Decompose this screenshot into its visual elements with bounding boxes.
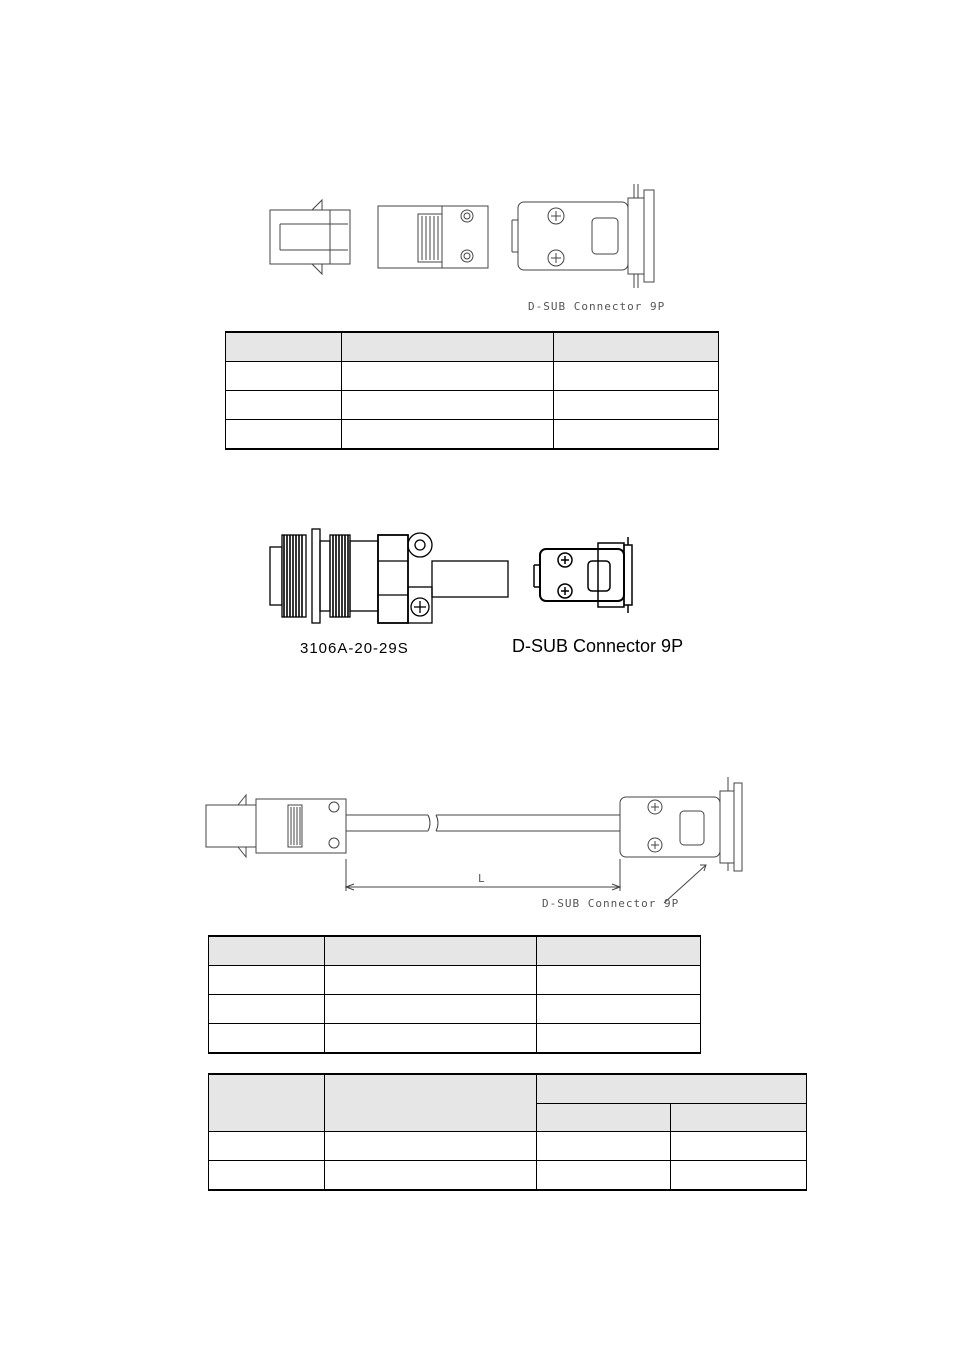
figure1-caption: D-SUB Connector 9P [528, 300, 666, 313]
dsub-connector-icon [534, 537, 632, 613]
table-cell [209, 995, 325, 1024]
table-cell [209, 1074, 325, 1132]
table-cell [209, 1024, 325, 1054]
figure2-caption-right: D-SUB Connector 9P [512, 636, 684, 656]
table-cell [226, 362, 342, 391]
table-cell [325, 1024, 537, 1054]
housing-connector-icon [270, 200, 350, 274]
table-cell [671, 1104, 807, 1132]
table-row [209, 1161, 807, 1191]
figure2-caption-left: 3106A-20-29S [300, 640, 409, 657]
connector-drawing-icon [260, 180, 680, 320]
table-header-row [226, 332, 719, 362]
table-row [226, 391, 719, 420]
table-cell [209, 966, 325, 995]
table-cell [537, 995, 701, 1024]
table-cell [537, 966, 701, 995]
table-row [209, 1024, 701, 1054]
table-cell [537, 1132, 671, 1161]
table-header-row [209, 936, 701, 966]
table-cell [226, 420, 342, 450]
table-cell [537, 1074, 807, 1104]
table-cell [325, 966, 537, 995]
table-cell [537, 1161, 671, 1191]
figure-cable-assembly [200, 775, 760, 915]
table-cell [226, 391, 342, 420]
table-1 [225, 331, 719, 450]
table-cell [325, 1132, 537, 1161]
table-cell [226, 332, 342, 362]
table-cell [209, 1132, 325, 1161]
table-row [209, 966, 701, 995]
figure3-length-label: L [478, 872, 486, 885]
dsub-connector-icon [512, 184, 654, 288]
table-cell [554, 420, 719, 450]
table-header-row [209, 1074, 807, 1104]
table-cell [671, 1132, 807, 1161]
table-row [226, 420, 719, 450]
table-cell [325, 995, 537, 1024]
table-cell [554, 362, 719, 391]
plug-connector-icon [378, 206, 488, 268]
military-circular-connector-icon [270, 529, 508, 623]
table-cell [537, 936, 701, 966]
table-cell [209, 936, 325, 966]
table-cell [325, 1161, 537, 1191]
table-cell [342, 362, 554, 391]
table-cell [325, 936, 537, 966]
table-row [209, 995, 701, 1024]
cable-assembly-icon [200, 775, 760, 915]
table-cell [342, 391, 554, 420]
table-2 [208, 935, 701, 1054]
table-row [209, 1132, 807, 1161]
table-row [226, 362, 719, 391]
table-cell [342, 332, 554, 362]
table-cell [209, 1161, 325, 1191]
table-cell [325, 1074, 537, 1132]
table-3 [208, 1073, 807, 1191]
figure-connectors-middle [262, 525, 662, 625]
table-cell [671, 1161, 807, 1191]
table-cell [554, 391, 719, 420]
table-cell [554, 332, 719, 362]
figure-connectors-top [260, 180, 680, 320]
table-cell [342, 420, 554, 450]
figure3-caption: D-SUB Connector 9P [542, 897, 680, 910]
table-cell [537, 1024, 701, 1054]
table-cell [537, 1104, 671, 1132]
